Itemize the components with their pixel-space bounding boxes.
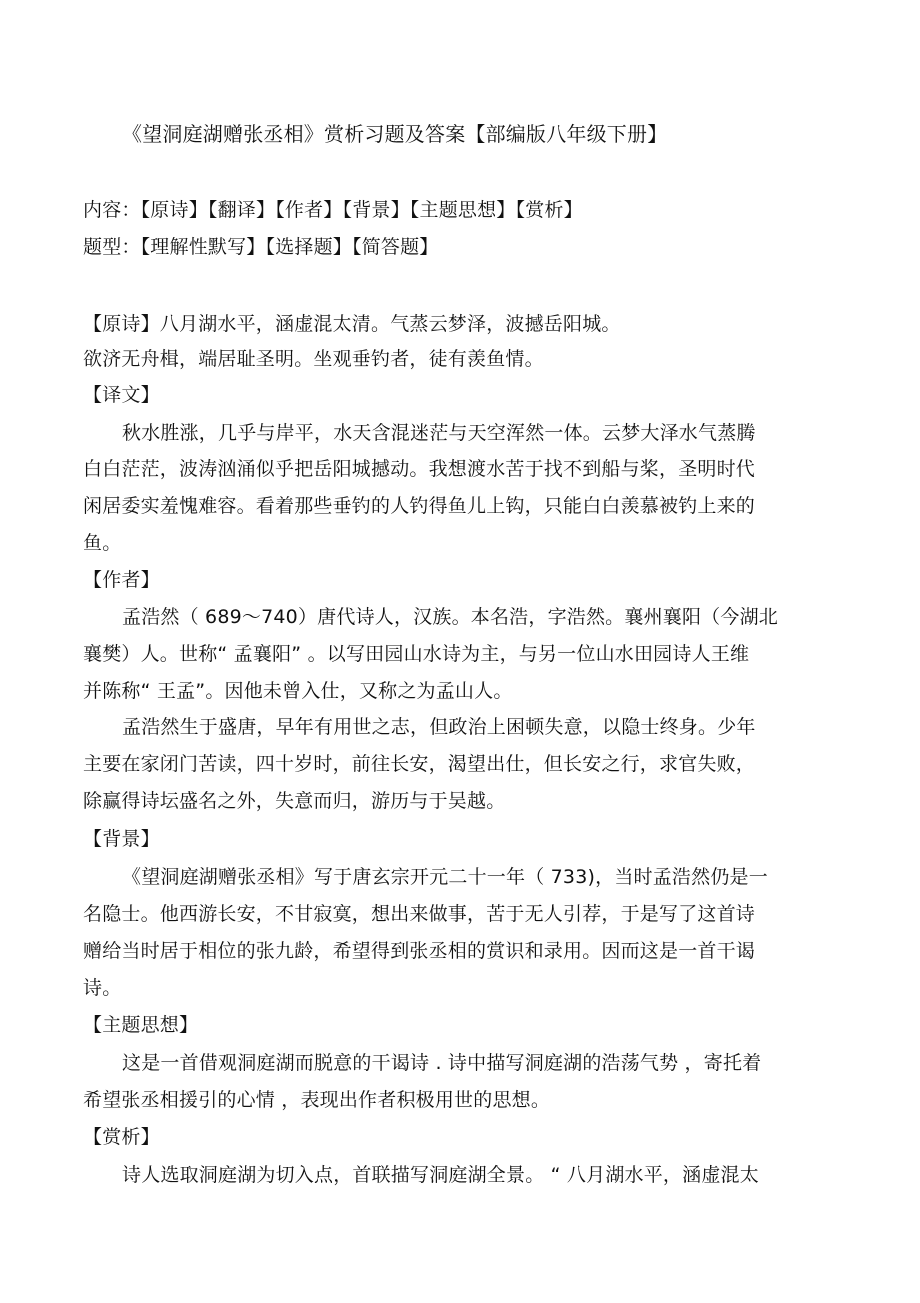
theme-line: 这是一首借观洞庭湖而脱意的干谒诗 . 诗中描写洞庭湖的浩荡气势 ，寄托着: [122, 1052, 762, 1074]
document-title: 《望洞庭湖赠张丞相》赏析习题及答案【部编版八年级下册】: [122, 122, 668, 146]
background-line: 名隐士。他西游长安，不甘寂寞，想出来做事，苦于无人引荐，于是写了这首诗: [83, 903, 756, 925]
translation-line: 秋水胜涨，几乎与岸平，水天含混迷茫与天空浑然一体。云梦大泽水气蒸腾: [122, 422, 756, 444]
author-line: 孟浩然生于盛唐，早年有用世之志，但政治上困顿失意，以隐士终身。少年: [122, 716, 756, 738]
background-line: 《望洞庭湖赠张丞相》写于唐玄宗开元二十一年（ 733)，当时孟浩然仍是一: [122, 866, 768, 888]
author-line: 孟浩然（ 689～740）唐代诗人，汉族。本名浩，字浩然。襄州襄阳（今湖北: [122, 606, 778, 628]
theme-heading: 【主题思想】: [83, 1014, 199, 1036]
background-line: 赠给当时居于相位的张九龄，希望得到张丞相的赏识和录用。因而这是一首干谒: [83, 940, 756, 962]
translation-line: 鱼。: [83, 532, 122, 554]
author-heading: 【作者】: [83, 569, 160, 591]
background-heading: 【背景】: [83, 828, 160, 850]
contents-line: 内容：【原诗】【翻译】【作者】【背景】【主题思想】【赏析】: [83, 199, 583, 221]
author-line: 主要在家闭门苦读，四十岁时，前往长安，渴望出仕，但长安之行，求官失败，: [83, 753, 756, 775]
translation-heading: 【译文】: [83, 384, 160, 406]
poem-line-2: 欲济无舟楫，端居耻圣明。坐观垂钓者，徒有羡鱼情。: [83, 348, 544, 370]
question-types-line: 题型：【理解性默写】【选择题】【简答题】: [83, 236, 439, 258]
poem-line-1: 【原诗】八月湖水平，涵虚混太清。气蒸云梦泽，波撼岳阳城。: [83, 313, 621, 335]
author-line: 襄樊）人。世称“ 孟襄阳” 。以写田园山水诗为主，与另一位山水田园诗人王维: [83, 643, 750, 665]
translation-line: 白白茫茫，波涛汹涌似乎把岳阳城撼动。我想渡水苦于找不到船与桨，圣明时代: [83, 458, 756, 480]
author-line: 除赢得诗坛盛名之外，失意而归，游历与于吴越。: [83, 790, 506, 812]
theme-line: 希望张丞相援引的心情 ，表现出作者积极用世的思想。: [83, 1089, 551, 1111]
appreciation-heading: 【赏析】: [83, 1126, 160, 1148]
translation-line: 闲居委实羞愧难容。看着那些垂钓的人钓得鱼儿上钩，只能白白羡慕被钓上来的: [83, 495, 756, 517]
appreciation-line: 诗人选取洞庭湖为切入点，首联描写洞庭湖全景。 “ 八月湖水平，涵虚混太: [122, 1164, 759, 1186]
background-line: 诗。: [83, 977, 122, 999]
author-line: 并陈称“ 王孟”。因他未曾入仕，又称之为孟山人。: [83, 680, 513, 702]
